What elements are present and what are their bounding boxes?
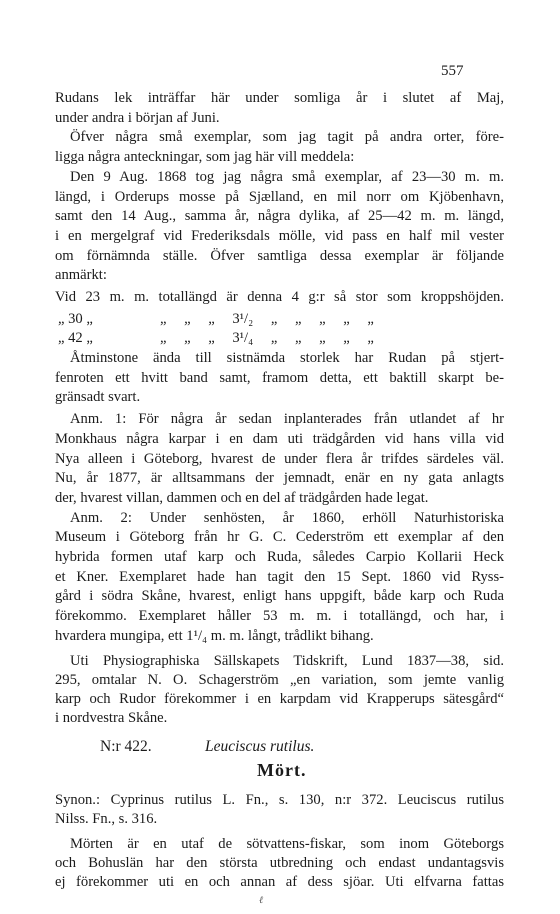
measurement-row: Vid 23 m. m. totallängd är denna 4 g:r så stor som kroppshöjden.: [55, 288, 504, 305]
measurement-row-label: „ 42 „: [58, 330, 93, 347]
measurement-row-ditto: „ „ „ 3¹/₂ „ „ „ „ „: [160, 310, 374, 327]
body-line: 295, omtalar N. O. Schagerström „en variation, som jemte vanlig: [55, 672, 504, 688]
body-line: Den 9 Aug. 1868 tog jag några små exemplar, af 23—30 m. m.: [70, 168, 504, 185]
body-line: ej förekommer uti en och annan af dess sjöar. Uti elfvarna fattas: [55, 874, 504, 890]
note-line: förekommo. Exemplaret håller 53 m. m. i totallängd, och har, i: [55, 608, 504, 625]
stray-mark: ℓ: [259, 895, 264, 906]
body-line: under andra i början af Juni.: [55, 109, 220, 126]
measurement-row-label: „ 30 „: [58, 310, 93, 327]
note-line: Monkhaus några karpar i en dam uti trädgården vid hans villa vid: [55, 430, 504, 447]
body-line: samt den 14 Aug., samma år, några dylika, af 25—42 m. m. längd,: [55, 208, 504, 225]
body-line: Åtminstone ända till sistnämda storlek har Rudan på stjert-: [70, 350, 504, 367]
note-line: Nya alleen i Göteborg, hvarest de under flera år trifdes särdeles väl.: [55, 450, 504, 467]
body-line: längd, i Orderups mosse på Sjælland, en mil norr om Kjöbenhavn,: [55, 188, 504, 205]
note-line: Museum i Göteborg från hr G. C. Cederström ett exemplar af den: [55, 529, 504, 546]
measurement-row-ditto: „ „ „ 3¹/₄ „ „ „ „ „: [160, 330, 374, 347]
body-line: anmärkt:: [55, 267, 107, 284]
note-line: hybrida formen utaf karp och Ruda, således Carpio Kollarii Heck: [55, 549, 504, 565]
note-line: Nu, år 1877, är alltsammans der jemnadt, enär en ny gata anlagts: [55, 470, 504, 487]
body-line: fenroten ett hvitt band samt, framom detta, ett baktill skarpt be-: [55, 369, 504, 386]
species-number: N:r 422.: [100, 738, 152, 755]
note-line: Anm. 2: Under senhösten, år 1860, erhöll Naturhistoriska: [70, 509, 504, 526]
body-line: och Bohuslän har den största utbredning och endast undantagsvis: [55, 855, 504, 871]
note-line: Anm. 1: För några år sedan inplanterades från utlandet af hr: [70, 411, 504, 428]
body-line: i nordvestra Skåne.: [55, 710, 168, 726]
note-line: hvardera mungipa, ett 1¹/₄ m. m. långt, trådlikt bihang.: [55, 627, 374, 644]
note-line: gård i södra Skåne, hvarest, enligt hans uppgift, både karp och Ruda: [55, 588, 504, 605]
body-line: Mörten är en utaf de sötvattens-fiskar, som inom Göteborgs: [70, 836, 504, 852]
body-line: gränsadt svart.: [55, 389, 141, 406]
body-line: om förnämnda ställe. Öfver samtliga dessa exemplar är följande: [55, 247, 504, 264]
body-line: ligga några anteckningar, som jag här vill meddela:: [55, 149, 355, 166]
synonym-line: Nilss. Fn., s. 316.: [55, 811, 158, 827]
species-common-name: Mört.: [257, 760, 307, 780]
page-number: 557: [441, 63, 464, 79]
note-line: et Kner. Exemplaret hade han tagit den 15 Sept. 1860 vid Ryss-: [55, 568, 504, 585]
body-line: Uti Physiographiska Sällskapets Tidskrift, Lund 1837—38, sid.: [70, 653, 504, 669]
body-line: i en mergelgraf vid Frederiksdals mölle, vid pass en half mil vester: [55, 227, 504, 244]
body-line: Öfver några små exemplar, som jag tagit på andra orter, före-: [70, 129, 504, 146]
note-line: der, hvarest villan, dammen och en del af trädgården hade legat.: [55, 489, 429, 506]
body-line: Rudans lek inträffar här under somliga år i slutet af Maj,: [55, 90, 504, 106]
body-line: karp och Rudor förekommer i en karpdam vid Krapperups sätesgård“: [55, 691, 504, 707]
species-latin-name: Leuciscus rutilus.: [205, 738, 315, 755]
synonym-line: Synon.: Cyprinus rutilus L. Fn., s. 130, n:r 372. Leuciscus rutilus: [55, 792, 504, 808]
